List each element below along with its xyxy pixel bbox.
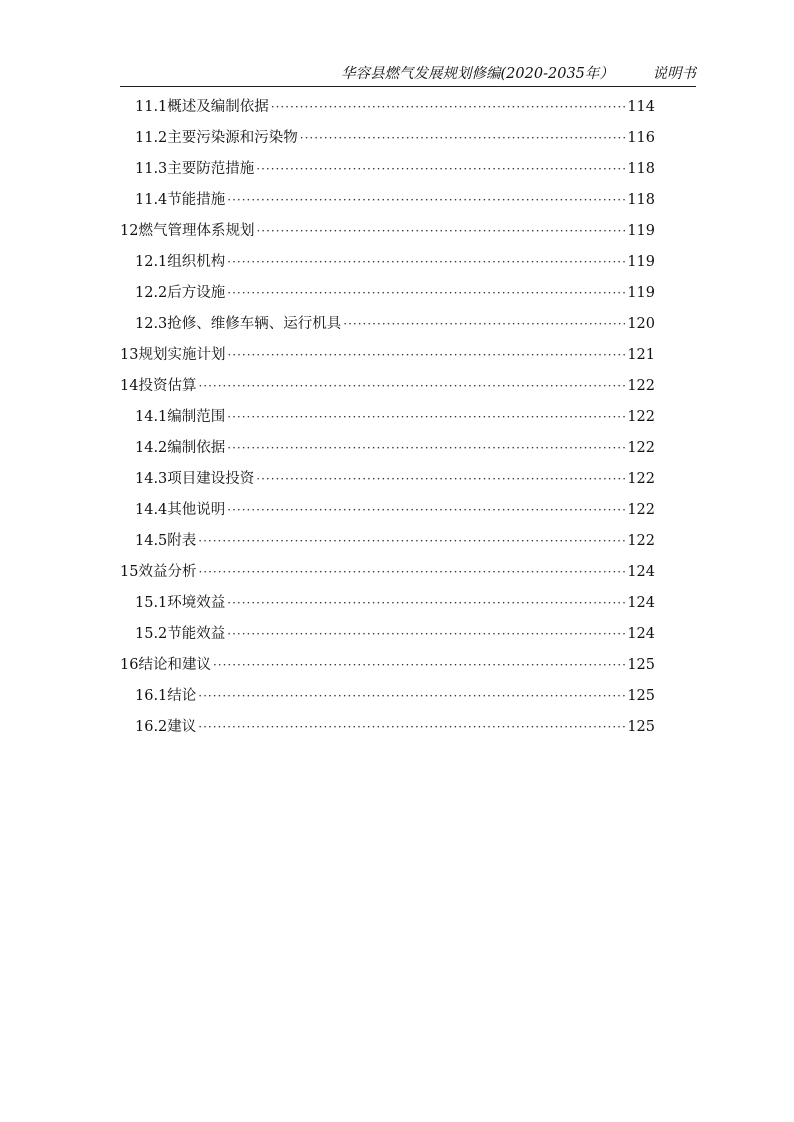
toc-entry[interactable] — [120, 278, 655, 309]
toc-entry-label: 14.2编制依据 — [135, 440, 226, 456]
toc-entry-label: 16结论和建议 — [120, 657, 211, 673]
toc-entry-label: 12.2后方设施 — [135, 285, 226, 301]
toc-entry[interactable] — [120, 309, 655, 340]
toc-entry[interactable] — [120, 650, 655, 681]
toc-entry-label: 11.3主要防范措施 — [135, 161, 255, 177]
toc-entry[interactable] — [120, 495, 655, 526]
dot-leader — [227, 247, 625, 278]
toc-entry-label: 11.2主要污染源和污染物 — [135, 130, 298, 146]
toc-entry-label: 15.2节能效益 — [135, 626, 226, 642]
toc-entry[interactable] — [120, 92, 655, 123]
toc-entry[interactable] — [120, 123, 655, 154]
toc-entry-page-number: 122 — [627, 409, 655, 425]
dot-leader — [227, 588, 625, 619]
toc-entry-page-number: 119 — [627, 254, 655, 270]
dot-leader — [256, 154, 625, 185]
document-title: 华容县燃气发展规划修编(2020-2035年） — [341, 66, 614, 82]
toc-entry-page-number: 118 — [627, 192, 655, 208]
dot-leader — [198, 371, 625, 402]
toc-entry-page-number: 122 — [627, 533, 655, 549]
toc-entry-label: 14.3项目建设投资 — [135, 471, 255, 487]
document-type: 说明书 — [652, 66, 696, 82]
dot-leader — [198, 557, 625, 588]
toc-entry-label: 16.1结论 — [135, 688, 197, 704]
toc-entry-page-number: 125 — [627, 688, 655, 704]
toc-entry-page-number: 121 — [627, 347, 655, 363]
toc-entry-page-number: 124 — [627, 626, 655, 642]
toc-entry-label: 14.5附表 — [135, 533, 197, 549]
toc-entry-label: 14投资估算 — [120, 378, 197, 394]
toc-entry[interactable] — [120, 216, 655, 247]
toc-entry-label: 12.3抢修、维修车辆、运行机具 — [135, 316, 342, 332]
dot-leader — [227, 495, 625, 526]
toc-entry-label: 11.1概述及编制依据 — [135, 99, 269, 115]
toc-entry-page-number: 120 — [627, 316, 655, 332]
toc-entry-page-number: 122 — [627, 502, 655, 518]
dot-leader — [227, 433, 625, 464]
toc-entry[interactable] — [120, 557, 655, 588]
dot-leader — [198, 681, 625, 712]
toc-entry[interactable] — [120, 402, 655, 433]
toc-entry-page-number: 122 — [627, 378, 655, 394]
toc-entry-label: 12燃气管理体系规划 — [120, 223, 255, 239]
toc-entry[interactable] — [120, 340, 655, 371]
toc-entry-label: 15.1环境效益 — [135, 595, 226, 611]
toc-entry[interactable] — [120, 154, 655, 185]
page-header — [120, 62, 696, 87]
toc-entry-page-number: 125 — [627, 657, 655, 673]
toc-entry-page-number: 125 — [627, 719, 655, 735]
dot-leader — [300, 123, 626, 154]
toc-entry[interactable] — [120, 712, 655, 743]
toc-entry-page-number: 116 — [627, 130, 655, 146]
toc-entry-page-number: 122 — [627, 440, 655, 456]
toc-entry[interactable] — [120, 247, 655, 278]
dot-leader — [343, 309, 625, 340]
dot-leader — [227, 619, 625, 650]
dot-leader — [271, 92, 626, 123]
dot-leader — [213, 650, 625, 681]
toc-entry[interactable] — [120, 681, 655, 712]
dot-leader — [227, 185, 625, 216]
toc-entry[interactable] — [120, 588, 655, 619]
toc-entry[interactable] — [120, 526, 655, 557]
dot-leader — [256, 464, 625, 495]
toc-entry-label: 15效益分析 — [120, 564, 197, 580]
toc-entry-page-number: 122 — [627, 471, 655, 487]
toc-entry-label: 16.2建议 — [135, 719, 197, 735]
toc-entry[interactable] — [120, 619, 655, 650]
toc-entry-label: 11.4节能措施 — [135, 192, 226, 208]
toc-entry[interactable] — [120, 371, 655, 402]
toc-entry-label: 12.1组织机构 — [135, 254, 226, 270]
dot-leader — [227, 278, 625, 309]
toc-entry[interactable] — [120, 433, 655, 464]
toc-entry[interactable] — [120, 464, 655, 495]
toc-entry-page-number: 114 — [627, 99, 655, 115]
dot-leader — [227, 402, 625, 433]
dot-leader — [198, 526, 625, 557]
toc-entry-page-number: 119 — [627, 223, 655, 239]
toc-entry[interactable] — [120, 185, 655, 216]
toc-entry-page-number: 124 — [627, 595, 655, 611]
toc-entry-page-number: 124 — [627, 564, 655, 580]
toc-entry-page-number: 119 — [627, 285, 655, 301]
dot-leader — [227, 340, 625, 371]
toc-entry-label: 14.4其他说明 — [135, 502, 226, 518]
dot-leader — [256, 216, 625, 247]
toc-entry-page-number: 118 — [627, 161, 655, 177]
table-of-contents — [120, 92, 655, 743]
toc-entry-label: 13规划实施计划 — [120, 347, 226, 363]
toc-entry-label: 14.1编制范围 — [135, 409, 226, 425]
dot-leader — [198, 712, 625, 743]
